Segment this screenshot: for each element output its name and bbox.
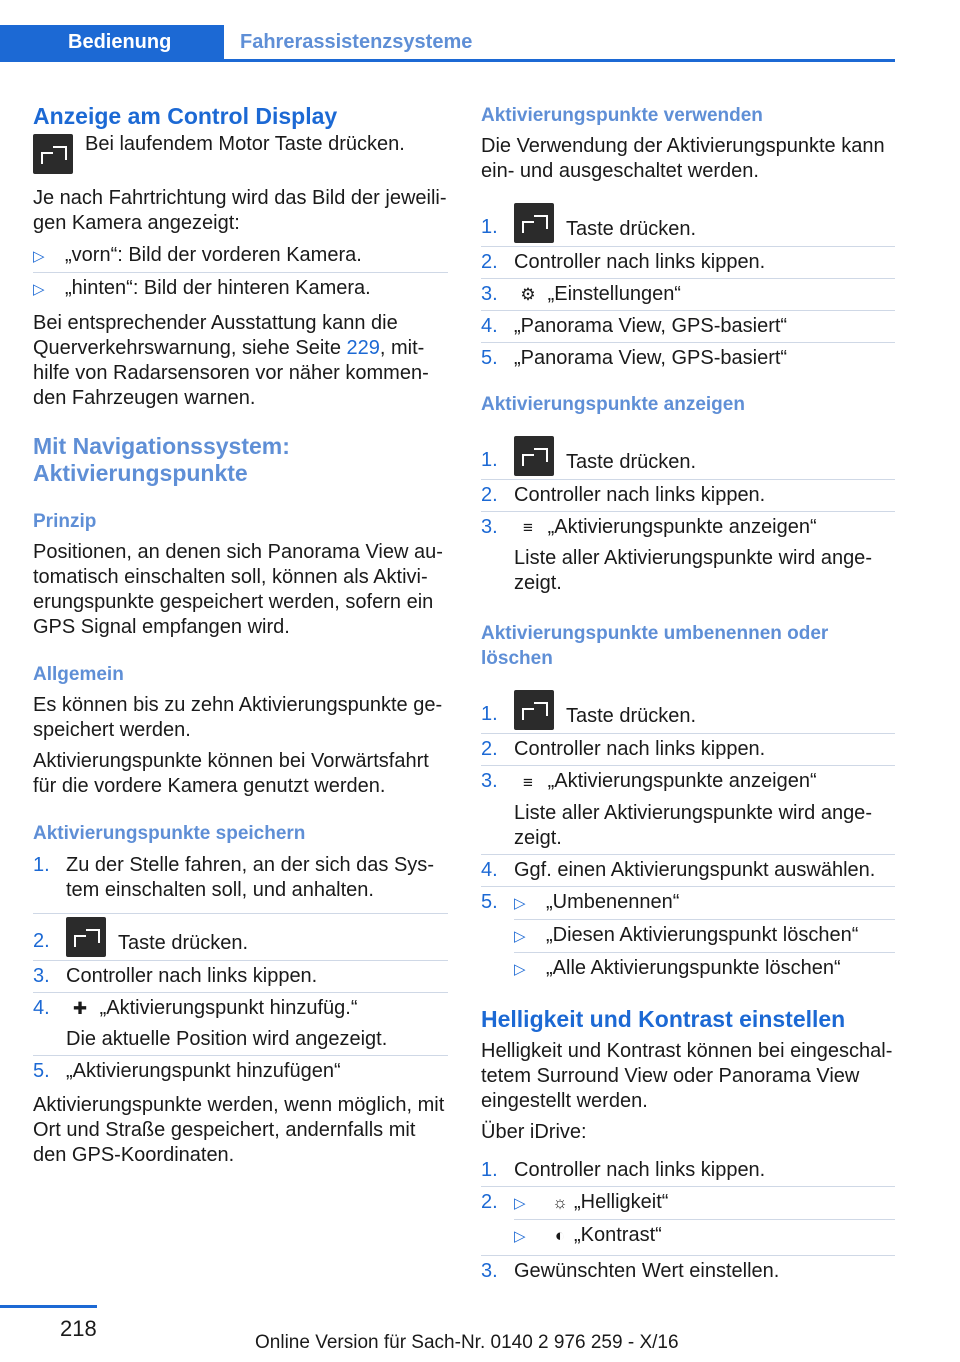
- tab-bedienung[interactable]: Bedienung: [0, 25, 224, 59]
- step-item: 5. „Aktivierungspunkt hinzufügen“: [33, 1055, 448, 1087]
- bullet-icon: ▷: [514, 1227, 526, 1245]
- anzeige-text: Je nach Fahrtrichtung wird das Bild der jeweiligen Kamera angezeigt:: [33, 187, 447, 234]
- helligkeit-text: Helligkeit und Kontrast können bei eingeschaltetem Surround View oder Panorama View eingestellt werden.: [481, 1039, 893, 1112]
- page-link[interactable]: 229: [346, 337, 380, 359]
- footer-online-version: Online Version für Sach-Nr. 0140 2 976 259 - X/16: [255, 1332, 679, 1353]
- heading-verwenden: Aktivierungspunkte verwenden: [481, 105, 763, 126]
- step-item: 3. Gewünschten Wert einstellen.: [481, 1255, 895, 1287]
- sub-item: ▷ ◐ „Kontrast“: [514, 1219, 895, 1252]
- heading-umbenennen: Aktivierungspunkte umbenennen oder löschen: [481, 623, 829, 670]
- speichern-steps: [33, 850, 448, 1087]
- camera-button-icon: [514, 203, 554, 243]
- contrast-icon: ◐: [554, 1225, 566, 1245]
- left-column: [33, 103, 448, 1168]
- step-item: 3. ≡ „Aktivierungspunkte anzeigen“ Liste aller Aktivierungspunkte wird angezeigt.: [481, 511, 895, 599]
- bullet-icon: ▷: [514, 960, 526, 978]
- step-item: 1. Zu der Stelle fahren, an der sich das System einschalten soll, und anhalten.: [33, 854, 434, 901]
- anzeigen-steps: [481, 433, 895, 599]
- step-item: 2. Controller nach links kippen.: [481, 246, 895, 278]
- heading-anzeige: Anzeige am Control Display: [33, 103, 338, 129]
- camera-button-icon: [514, 436, 554, 476]
- step-item: 1. Taste drücken.: [481, 687, 895, 733]
- gear-icon: ⚙: [520, 285, 536, 305]
- heading-navigation: Mit Navigationssystem: Aktivierungspunkte: [33, 433, 290, 486]
- camera-button-icon: [66, 917, 106, 957]
- tab-fahrerassistenzsysteme[interactable]: Fahrerassistenzsysteme: [240, 31, 473, 53]
- list-item: ▷ „hinten“: Bild der hinteren Kamera.: [33, 272, 448, 305]
- anzeige-step: [33, 134, 448, 174]
- page-number: 218: [60, 1316, 97, 1341]
- camera-button-icon: [33, 134, 73, 174]
- heading-anzeigen: Aktivierungspunkte anzeigen: [481, 394, 745, 416]
- sub-item: ▷ „Umbenennen“: [514, 890, 895, 919]
- speichern-text: Aktivierungspunkte werden, wenn möglich, mit Ort und Straße gespeichert, andernfalls mit den GPS-Koordinaten.: [33, 1094, 445, 1167]
- allgemein-text-1: Es können bis zu zehn Aktivierungspunkte gespeichert werden.: [33, 694, 443, 741]
- step-item: 2. Controller nach links kippen.: [481, 733, 895, 765]
- step-item: 3. ≡ „Aktivierungspunkte anzeigen“ Liste aller Aktivierungspunkte wird angezeigt.: [481, 765, 895, 853]
- sub-item: ▷ „Diesen Aktivierungspunkt löschen“: [514, 919, 895, 952]
- verwenden-text: Die Verwendung der Aktivierungspunkte kann ein- und ausgeschaltet werden.: [481, 135, 885, 182]
- anzeige-bullets: [33, 240, 448, 305]
- step-item: 1. Taste drücken.: [481, 200, 895, 246]
- idrive-text: Über iDrive:: [481, 1120, 587, 1143]
- heading-helligkeit: Helligkeit und Kontrast einstellen: [481, 1005, 846, 1032]
- step-item: 4. „Panorama View, GPS-basiert“: [481, 310, 895, 342]
- step-item: 2. Controller nach links kippen.: [481, 479, 895, 511]
- bullet-icon: ▷: [33, 281, 45, 298]
- footer-divider: [0, 1305, 97, 1308]
- allgemein-text-2: Aktivierungspunkte können bei Vorwärtsfahrt für die vordere Kamera genutzt werden.: [33, 750, 429, 797]
- step-item: 5. „Panorama View, GPS-basiert“: [481, 342, 895, 374]
- bullet-icon: ▷: [514, 1194, 526, 1212]
- heading-speichern: Aktivierungspunkte speichern: [33, 823, 306, 844]
- bullet-icon: ▷: [514, 894, 526, 912]
- bullet-icon: ▷: [514, 927, 526, 945]
- bullet-icon: ▷: [33, 248, 45, 265]
- querverkehr-text: Bei entsprechender Ausstattung kann die Querverkehrswarnung, siehe Seite 229, mithilfe von Radarsensoren vor näher kommenden Fahrzeugen warnen.: [33, 312, 429, 409]
- anzeige-step-text: Bei laufendem Motor Taste drücken.: [85, 133, 405, 155]
- step-item: 2. ▷ ☼ „Helligkeit“ ▷ ◐ „Kontrast“: [481, 1186, 895, 1255]
- step-item: 3. Controller nach links kippen.: [33, 960, 448, 992]
- prinzip-text: Positionen, an denen sich Panorama View automatisch einschalten soll, können als Aktivierungspunkte gespeichert werden, sofern ein GPS Signal empfangen wird.: [33, 541, 443, 638]
- add-point-icon: ✚: [72, 999, 88, 1019]
- sun-icon: ☼: [552, 1192, 568, 1212]
- list-icon: ≡: [523, 772, 533, 792]
- step-item: 3. ⚙ „Einstellungen“: [481, 278, 895, 310]
- step-item: 4. Ggf. einen Aktivierungspunkt auswählen.: [481, 854, 895, 886]
- camera-button-icon: [514, 690, 554, 730]
- right-column: [481, 103, 895, 1287]
- header-tabs: [0, 25, 895, 62]
- helligkeit-steps: [481, 1155, 895, 1287]
- sub-item: ▷ ☼ „Helligkeit“: [514, 1190, 895, 1219]
- sub-item: ▷ „Alle Aktivierungspunkte löschen“: [514, 952, 895, 985]
- list-icon: ≡: [523, 518, 533, 538]
- step-item: 2. Taste drücken.: [33, 913, 448, 960]
- verwenden-steps: [481, 200, 895, 374]
- step-item: 5. ▷ „Umbenennen“ ▷ „Diesen Aktivierungspunkt löschen“ ▷ „Alle Aktivierungspunkte löschen“: [481, 886, 895, 988]
- step-item: 4. ✚ „Aktivierungspunkt hinzufüg.“ Die aktuelle Position wird angezeigt.: [33, 992, 448, 1055]
- heading-allgemein: Allgemein: [33, 664, 124, 685]
- step-item: 1. Controller nach links kippen.: [481, 1158, 766, 1181]
- umbenennen-steps: [481, 687, 895, 987]
- heading-prinzip: Prinzip: [33, 511, 97, 532]
- step-item: 1. Taste drücken.: [481, 433, 895, 479]
- list-item: ▷ „vorn“: Bild der vorderen Kamera.: [33, 240, 448, 272]
